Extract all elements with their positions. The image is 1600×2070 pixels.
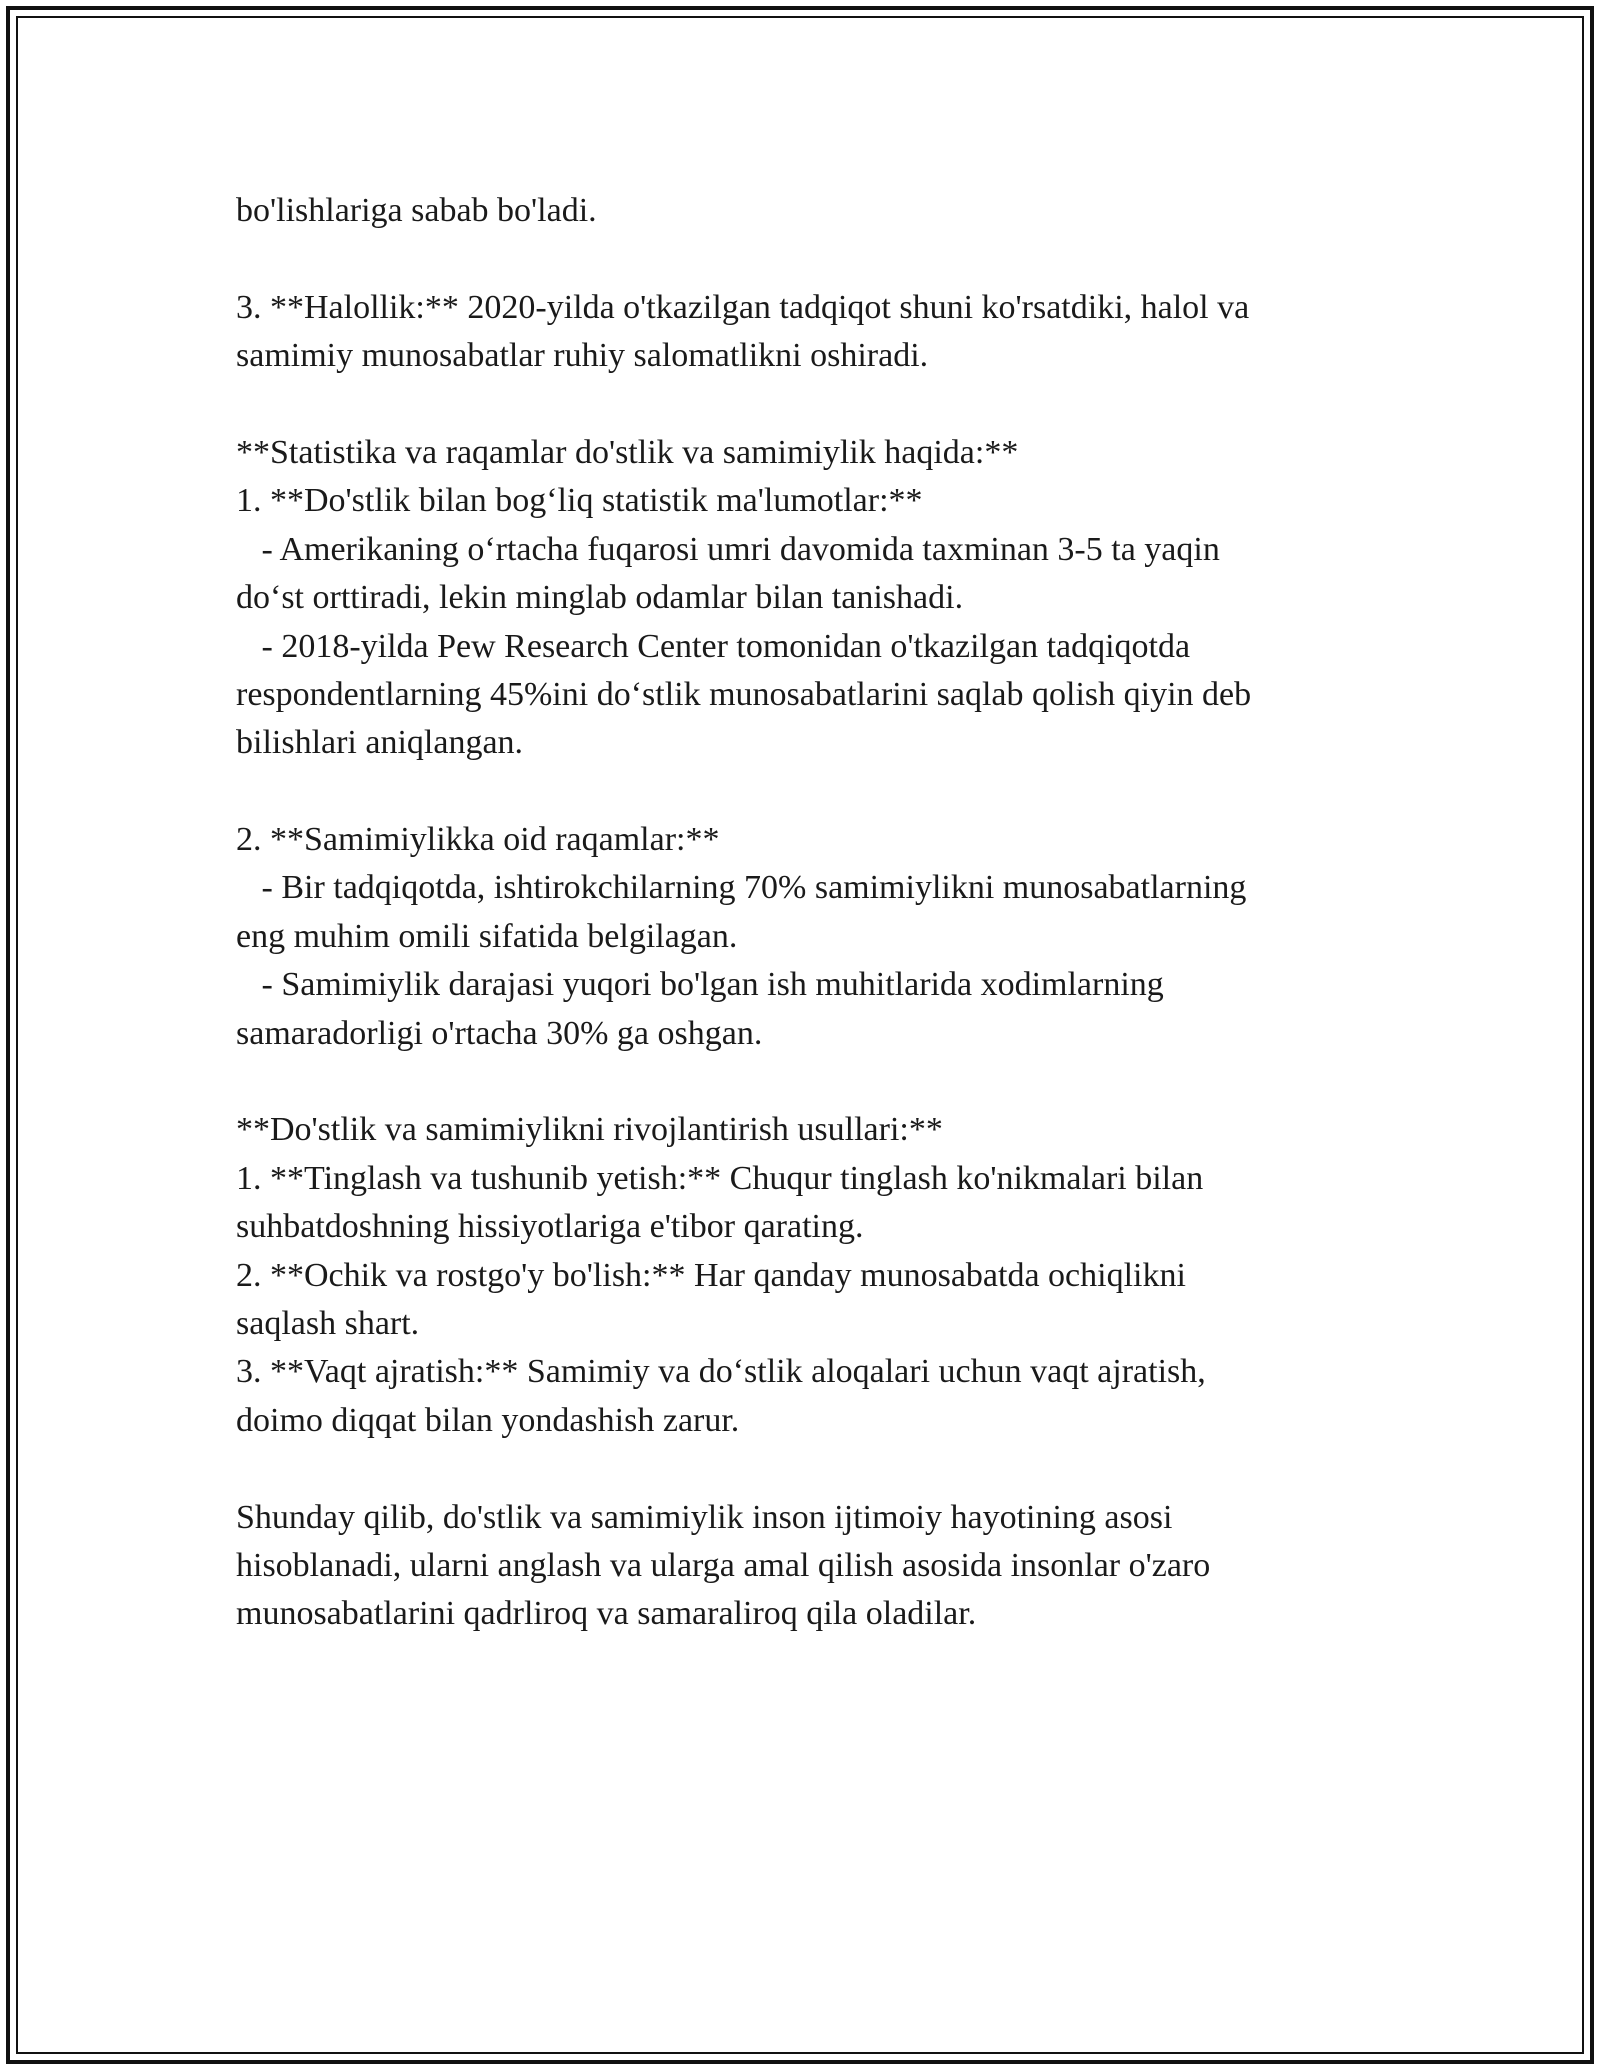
text-line: 2. **Ochik va rostgo'y bo'lish:** Har qanday munosabatda ochiqlikni bbox=[236, 1256, 1186, 1294]
text-line: samimiy munosabatlar ruhiy salomatlikni oshiradi. bbox=[236, 337, 929, 375]
text-line: hisoblanadi, ularni anglash va ularga amal qilish asosida insonlar o'zaro bbox=[236, 1546, 1211, 1584]
text-line: 1. **Tinglash va tushunib yetish:** Chuqur tinglash ko'nikmalari bilan bbox=[236, 1159, 1204, 1197]
text-line: 1. **Do'stlik bilan bog‘liq statistik ma'lumotlar:** bbox=[236, 482, 923, 520]
section-heading: **Do'stlik va samimiylikni rivojlantirish usullari:** bbox=[236, 1111, 943, 1149]
text-line: 3. **Vaqt ajratish:** Samimiy va do‘stlik aloqalari uchun vaqt ajratish, bbox=[236, 1353, 1206, 1391]
document-body bbox=[236, 187, 1386, 1639]
section-heading: **Statistika va raqamlar do'stlik va samimiylik haqida:** bbox=[236, 433, 1019, 471]
text-line: respondentlarning 45%ini do‘stlik munosabatlarini saqlab qolish qiyin deb bbox=[236, 675, 1252, 713]
text-line: Shunday qilib, do'stlik va samimiylik inson ijtimoiy hayotining asosi bbox=[236, 1498, 1173, 1536]
blank-line bbox=[236, 768, 1386, 816]
blank-line bbox=[236, 1058, 1386, 1106]
text-line: - 2018-yilda Pew Research Center tomonidan o'tkazilgan tadqiqotda bbox=[236, 627, 1191, 665]
blank-line bbox=[236, 235, 1386, 283]
text-line: saqlash shart. bbox=[236, 1304, 420, 1342]
blank-line bbox=[236, 1445, 1386, 1493]
text-line: 2. **Samimiylikka oid raqamlar:** bbox=[236, 821, 720, 859]
text-line: bo'lishlariga sabab bo'ladi. bbox=[236, 192, 597, 229]
text-line: doimo diqqat bilan yondashish zarur. bbox=[236, 1401, 740, 1439]
blank-line bbox=[236, 381, 1386, 429]
text-line: eng muhim omili sifatida belgilagan. bbox=[236, 917, 738, 955]
text-line: samaradorligi o'rtacha 30% ga oshgan. bbox=[236, 1014, 763, 1052]
text-line: - Amerikaning o‘rtacha fuqarosi umri davomida taxminan 3-5 ta yaqin bbox=[236, 530, 1220, 568]
text-line: do‘st orttiradi, lekin minglab odamlar bilan tanishadi. bbox=[236, 579, 964, 617]
text-line: munosabatlarini qadrliroq va samaraliroq qila oladilar. bbox=[236, 1595, 977, 1633]
text-line: suhbatdoshning hissiyotlariga e'tibor qarating. bbox=[236, 1208, 864, 1246]
text-line: - Bir tadqiqotda, ishtirokchilarning 70% samimiylikni munosabatlarning bbox=[236, 869, 1247, 907]
text-line: bilishlari aniqlangan. bbox=[236, 724, 524, 762]
text-line: 3. **Halollik:** 2020-yilda o'tkazilgan tadqiqot shuni ko'rsatdiki, halol va bbox=[236, 288, 1250, 326]
text-line: - Samimiylik darajasi yuqori bo'lgan ish muhitlarida xodimlarning bbox=[236, 966, 1164, 1004]
